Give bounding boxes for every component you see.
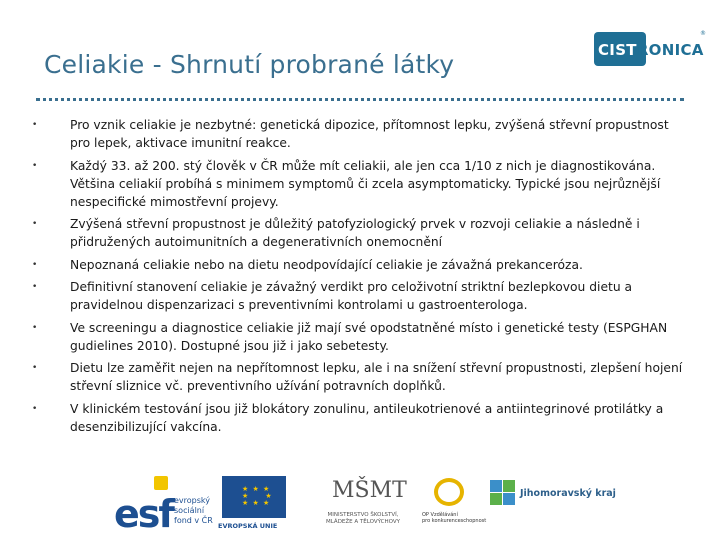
msmt-logo: MŠMT MINISTERSTVO ŠKOLSTVÍ, MLÁDEŽE A TĚLOVÝCHOVY <box>326 478 407 525</box>
list-item: • Ve screeningu a diagnostice celiakie již mají své opodstatněné místo i genetické testy (ESPGHAN gudielines 2010). Dostupné jsou již i jako sebetesty. <box>32 320 668 353</box>
bullet-list <box>30 116 690 440</box>
eu-stars-icon: ★ ★ ★ ★ ★ ★ ★ ★ <box>242 485 273 507</box>
title-divider <box>36 98 684 101</box>
bullet-icon: • <box>32 322 38 333</box>
sponsor-logos <box>110 468 720 534</box>
esf-flag-icon <box>154 476 168 490</box>
list-item: • Definitivní stanovení celiakie je závažný verdikt pro celoživotní striktní bezlepkovou dietu a pravidelnou dispenzarizaci s preventivními kontrolami u gastroenterologa. <box>32 280 633 312</box>
kraj-mark-icon <box>490 480 516 506</box>
bullet-icon: • <box>32 160 38 171</box>
logo-wordmark: CISTRONICA <box>598 41 704 59</box>
op-swirl-icon <box>434 478 464 506</box>
list-item: • V klinickém testování jsou již blokátory zonulinu, antileukotrienové a antiintegrinové protilátky a desenzibilizující vakcína. <box>32 401 664 434</box>
list-item: • Dietu lze zaměřit nejen na nepřítomnost lepku, ale i na snížení střevní propustnosti, zlepšení hojení střevní sliznice vč. preventivního užívání potravních doplňků. <box>32 361 683 393</box>
eu-logo: ★ ★ ★ ★ ★ ★ ★ ★ EVROPSKÁ UNIE <box>218 476 294 534</box>
list-item: • Zvýšená střevní propustnost je důležitý patofyziologický prvek v rozvoji celiakie a následně i přidružených autoimunitních a degenerativních onemocnění <box>32 217 640 249</box>
bullet-icon: • <box>32 259 38 270</box>
msmt-mark: MŠMT <box>332 478 407 503</box>
bullet-icon: • <box>32 403 38 414</box>
bullet-icon: • <box>32 282 38 292</box>
bullet-icon: • <box>32 120 38 130</box>
list-item: • Pro vznik celiakie je nezbytné: genetická dipozice, přítomnost lepku, zvýšená střevní propustnost pro lepek, aktivace imunitní reakce. <box>32 118 669 150</box>
esf-logo: esf evropský sociální fond v ČR <box>110 476 214 534</box>
bullet-icon: • <box>32 219 38 229</box>
cistronica-logo <box>592 30 707 70</box>
list-item: • Každý 33. až 200. stý člověk v ČR může mít celiakii, ale jen cca 1/10 z nich je diagnostikována. Většina celiakií probíhá s minimem symptomů či zcela asymptomaticky. Typické jsou nejrůznější nespecifické mimostřevní projevy. <box>32 158 661 209</box>
bullet-icon: • <box>32 363 38 373</box>
list-item: • Nepoznaná celiakie nebo na dietu neodpovídající celiakie je závažná prekanceróza. <box>32 257 583 272</box>
jihomoravsky-kraj-logo: Jihomoravský kraj <box>490 480 640 520</box>
registered-mark: ® <box>700 30 706 37</box>
op-vk-logo: OP Vzdělávání pro konkurenceschopnost <box>422 478 482 534</box>
slide-title: Celiakie - Shrnutí probrané látky <box>44 50 455 79</box>
